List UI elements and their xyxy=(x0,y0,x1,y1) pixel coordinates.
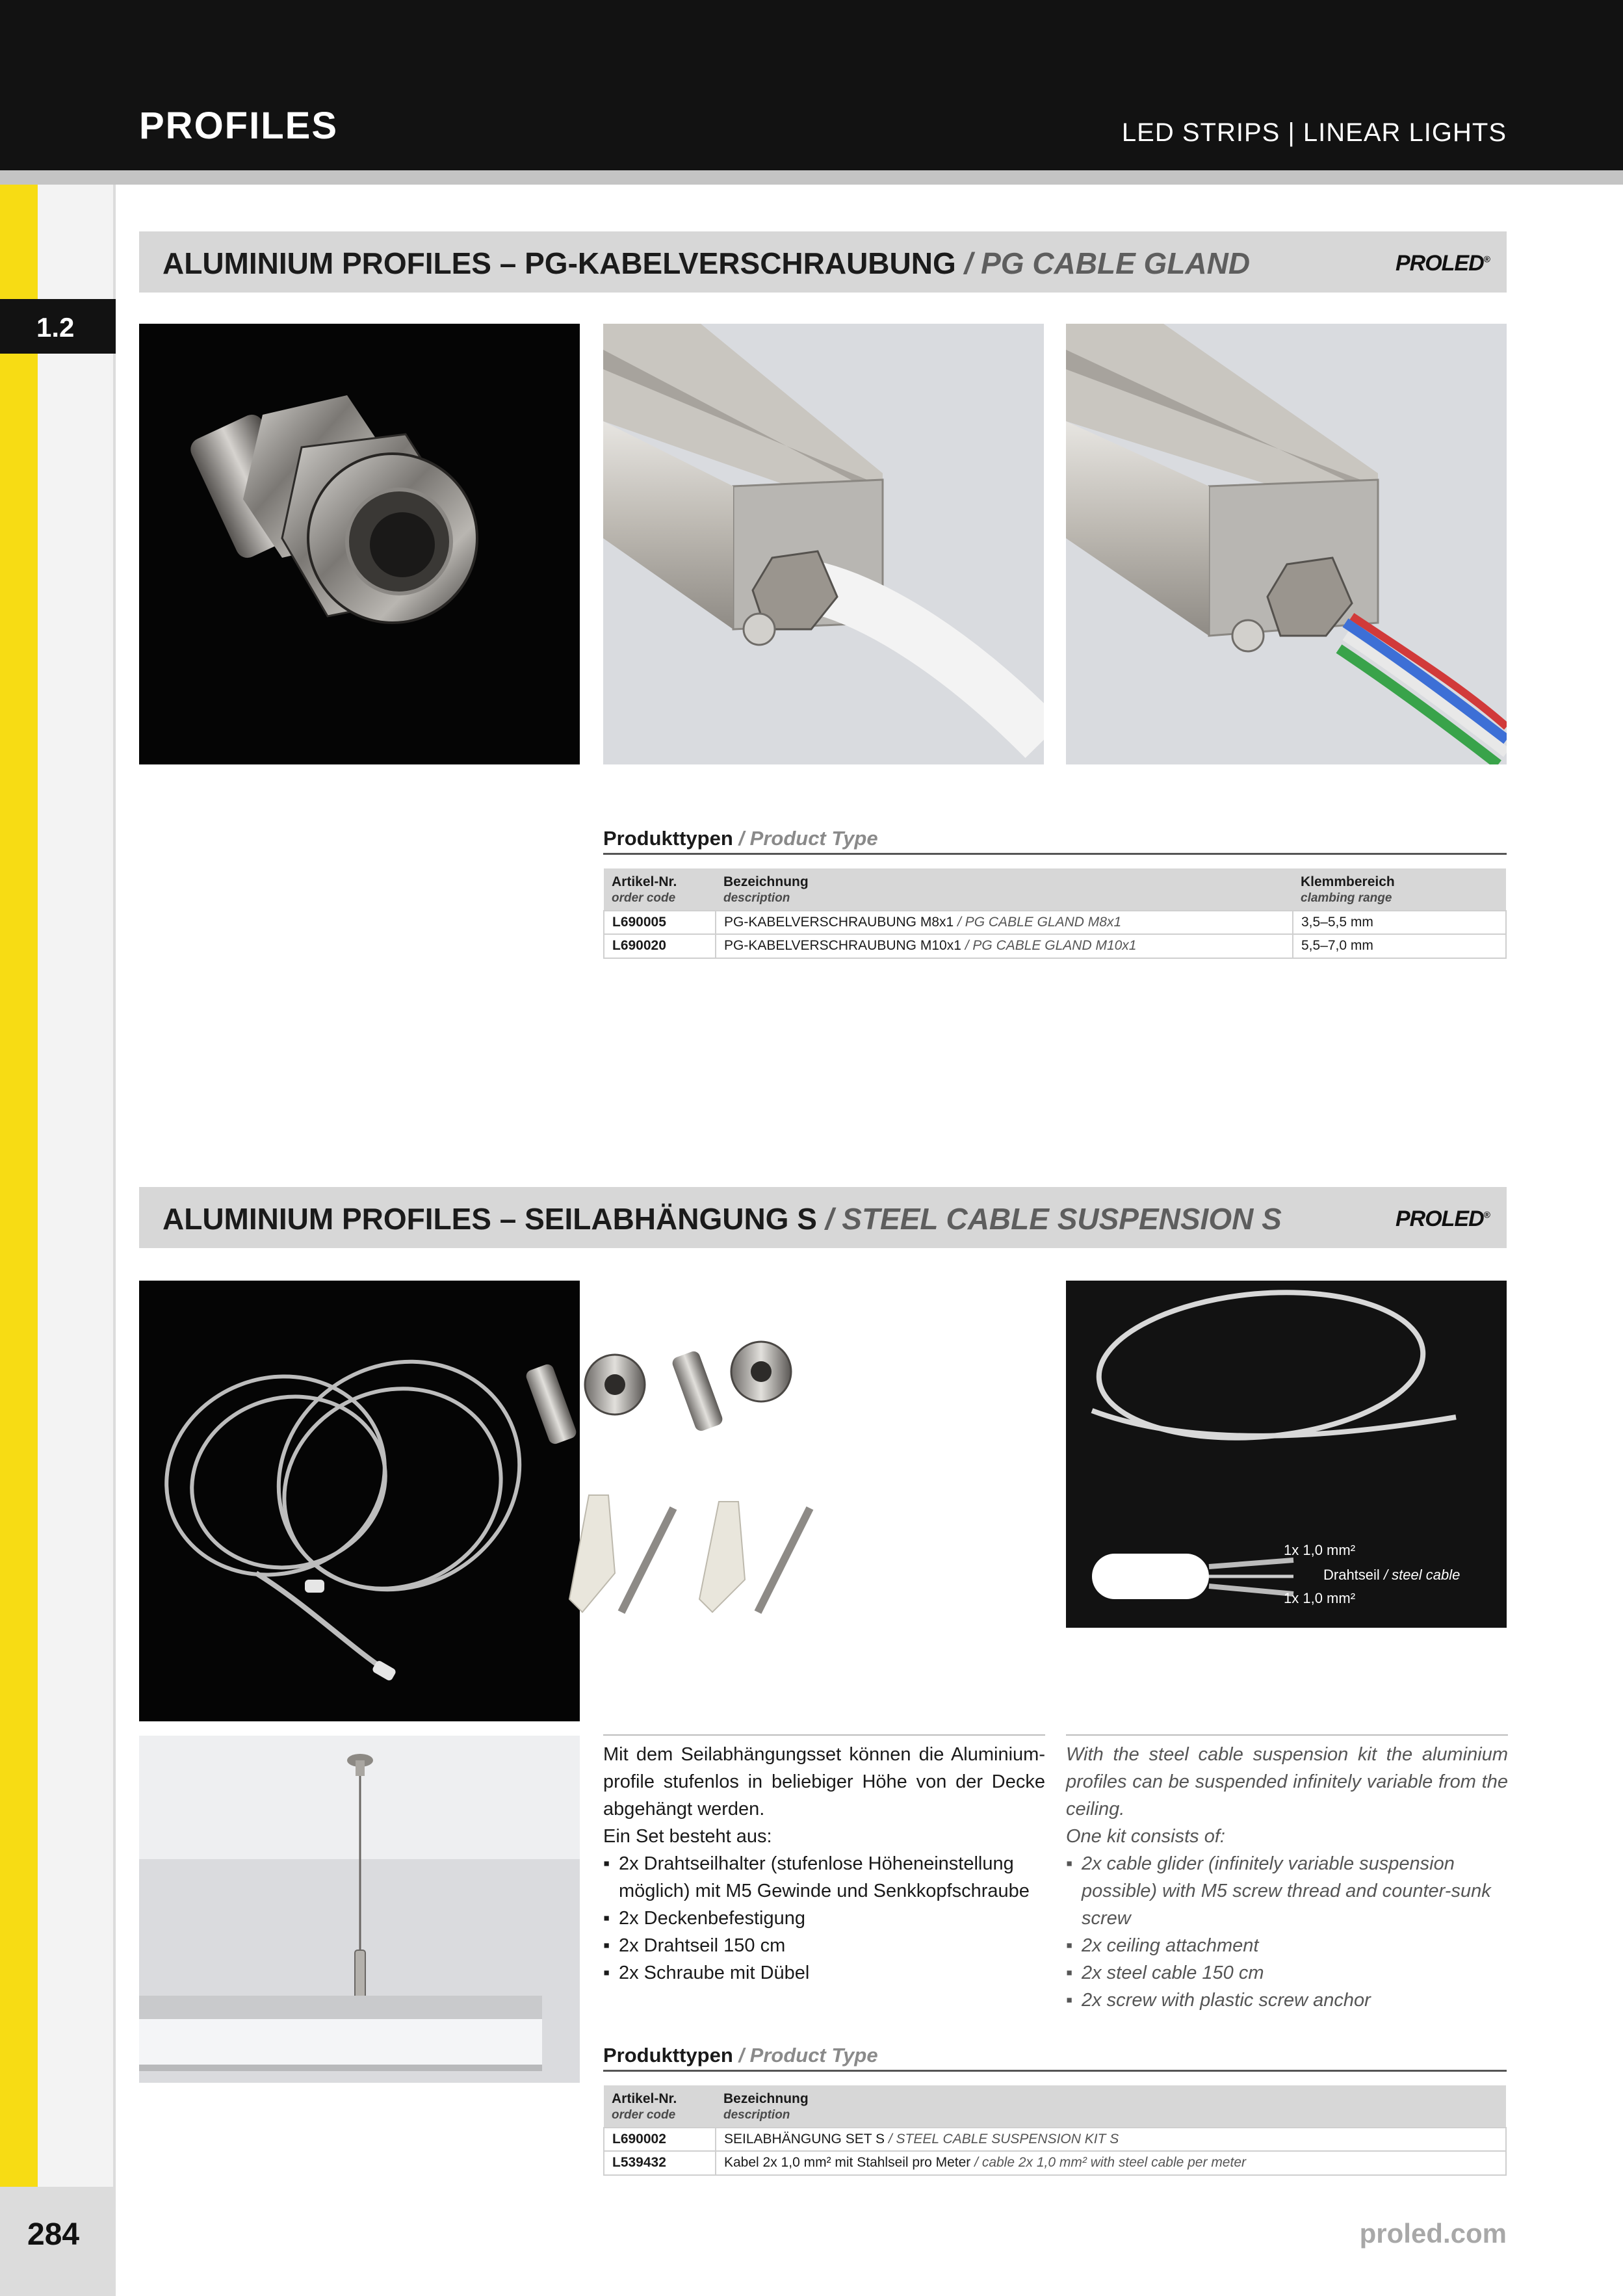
installed-suspension-photo xyxy=(139,1736,580,2083)
led-profile-icon xyxy=(139,1996,542,2071)
cable-gland-photo xyxy=(139,324,580,764)
cable-label-bottom: 1x 1,0 mm² xyxy=(1284,1590,1356,1606)
cable-gland-icon xyxy=(187,395,477,623)
column-header: Bezeichnung description xyxy=(716,2085,1506,2128)
section-title: ALUMINIUM PROFILES – PG-KABELVERSCHRAUBUNG / PG CABLE GLAND xyxy=(162,246,1251,280)
section-title: ALUMINIUM PROFILES – SEILABHÄNGUNG S / STEEL CABLE SUSPENSION S xyxy=(162,1202,1282,1236)
proled-logo: PROLED® xyxy=(1395,251,1490,276)
transparent-cable-icon xyxy=(1092,1281,1456,1450)
steel-cable-photo xyxy=(139,1281,580,1721)
list-item: ▪ 2x ceiling attachment xyxy=(1066,1932,1508,1959)
product-type-heading: Produkttypen / Product Type xyxy=(603,827,1507,855)
white-cable-icon xyxy=(744,551,1044,740)
page-title: PROFILES xyxy=(139,105,339,147)
side-accent-bar xyxy=(0,185,38,2187)
side-margin xyxy=(38,185,116,2296)
table-row: L539432 Kabel 2x 1,0 mm² mit Stahlseil pro Meter / cable 2x 1,0 mm² with steel cable per meter xyxy=(604,2151,1506,2174)
steel-cable-icon xyxy=(139,1318,562,1671)
cable-glider-icon xyxy=(525,1342,791,1446)
proled-logo: PROLED® xyxy=(1395,1207,1490,1231)
section-header-cable-suspension xyxy=(139,1187,1507,1248)
cable-label-steel: Drahtseil / steel cable xyxy=(1323,1567,1461,1583)
cable-glider-icon xyxy=(355,1950,365,2002)
kit-list-german xyxy=(603,1850,1045,1987)
footer-url[interactable]: proled.com xyxy=(1359,2218,1507,2249)
product-table-cable-suspension xyxy=(603,2085,1507,2176)
column-header: Artikel-Nr. order code xyxy=(604,2085,716,2128)
header-divider xyxy=(0,170,1623,185)
cable-label-top: 1x 1,0 mm² xyxy=(1284,1542,1356,1558)
description-rule-de xyxy=(603,1734,1045,1736)
product-type-heading: Produkttypen / Product Type xyxy=(603,2044,1507,2072)
column-header: Artikel-Nr. order code xyxy=(604,868,716,911)
cable-clip-icon xyxy=(305,1580,324,1593)
list-item: ▪ 2x Drahtseilhalter (stufenlose Höheneinstellung möglich) mit M5 Gewinde und Senkkopfschraube xyxy=(603,1850,1045,1905)
table-row: L690005 PG-KABELVERSCHRAUBUNG M8x1 / PG CABLE GLAND M8x1 3,5–5,5 mm xyxy=(604,911,1506,934)
list-item: ▪ 2x steel cable 150 cm xyxy=(1066,1959,1508,1987)
category-label: LED STRIPS | LINEAR LIGHTS xyxy=(1121,118,1507,147)
table-row: L690002 SEILABHÄNGUNG SET S / STEEL CABLE SUSPENSION KIT S xyxy=(604,2128,1506,2151)
list-item: ▪ 2x Schraube mit Dübel xyxy=(603,1959,1045,1987)
chapter-tab: 1.2 xyxy=(0,299,116,354)
description-english: With the steel cable suspension kit the aluminium profiles can be suspended infinitely variable from the ceiling. One kit consists of: ▪ 2x cable glider (infinitely variable suspension possible) with M5 screw thread and counter-sunk screw ▪ 2x ceiling attachment ▪ 2x steel cable 150 cm ▪ 2x screw with plastic screw anchor xyxy=(1066,1741,1508,2014)
table-header-row xyxy=(604,2085,1506,2128)
screw-anchor-icon xyxy=(569,1495,745,1612)
cable-section-icon xyxy=(1092,1554,1293,1599)
suspension-kit-parts-photo xyxy=(524,1339,862,1638)
description-german: Mit dem Seilabhängungsset können die Aluminium-profile stufenlos in beliebiger Höhe von der Decke abgehängt werden. Ein Set besteht aus: ▪ 2x Drahtseilhalter (stufenlose Höheneinstellung möglich) mit M5 Gewinde und Senkkopfschraube ▪ 2x Deckenbefestigung ▪ 2x Drahtseil 150 cm ▪ 2x Schraube mit Dübel xyxy=(603,1741,1045,1987)
table-header-row xyxy=(604,868,1506,911)
product-table-cable-gland xyxy=(603,868,1507,959)
section-header-cable-gland xyxy=(139,231,1507,293)
list-item: ▪ 2x Deckenbefestigung xyxy=(603,1905,1045,1932)
table-row: L690020 PG-KABELVERSCHRAUBUNG M10x1 / PG CABLE GLAND M10x1 5,5–7,0 mm xyxy=(604,934,1506,958)
column-header: Bezeichnung description xyxy=(716,868,1293,911)
page-number: 284 xyxy=(27,2217,80,2252)
description-rule-en xyxy=(1066,1734,1508,1736)
list-item: ▪ 2x cable glider (infinitely variable suspension possible) with M5 screw thread and counter-sunk screw xyxy=(1066,1850,1508,1932)
kit-list-english xyxy=(1066,1850,1508,2014)
column-header: Klemmbereich clambing range xyxy=(1293,868,1506,911)
profile-white-cable-photo xyxy=(603,324,1044,764)
list-item: ▪ 2x screw with plastic screw anchor xyxy=(1066,1987,1508,2014)
profile-rgb-wires-photo xyxy=(1066,324,1507,764)
cable-cross-section-photo xyxy=(1066,1281,1507,1628)
list-item: ▪ 2x Drahtseil 150 cm xyxy=(603,1932,1045,1959)
